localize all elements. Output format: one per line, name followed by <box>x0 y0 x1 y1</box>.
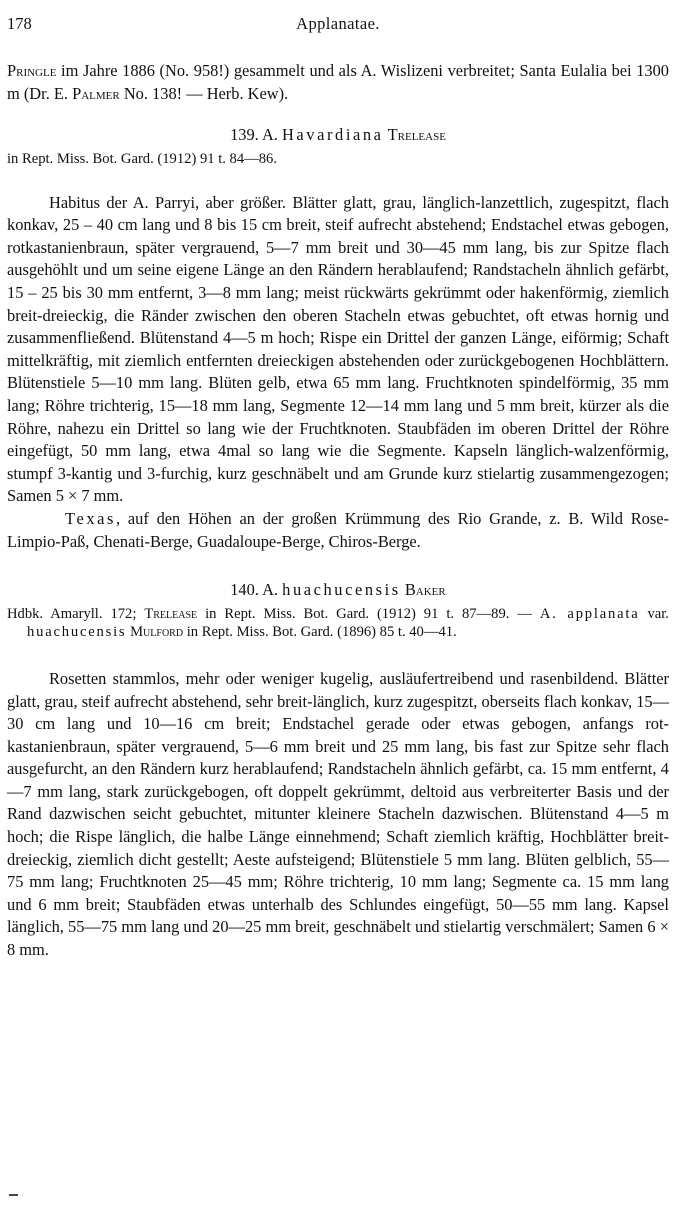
species-author: Trelease <box>387 125 446 145</box>
page-footer-mark <box>9 1194 18 1196</box>
species-author: Baker <box>404 580 446 600</box>
species-number: 140. A. <box>230 580 283 600</box>
intro-text-a: im Jahre 1886 (No. 958!) gesammelt und als A. Wislizeni verbreitet; Santa Eulalia bei 1300 m (Dr. E. <box>7 61 669 103</box>
book-page <box>7 14 669 962</box>
page-number: 178 <box>7 14 32 33</box>
ref-author: Trelease <box>144 606 198 623</box>
species-139-description: Habitus der A. Parryi, aber größer. Blätter glatt, grau, länglich-lanzettlich, zugespitzt, flach konkav, 25 – 40 cm lang und 8 bis 15 cm breit, steif aufrecht abstehend; Endstachel etwas gebogen, rotkastanienbraun, später vergrauend, 5—7 mm breit und 30—45 mm lang, bis zur Spitze flach ausgehöhlt und um seine eigene Länge an den Rändern herablaufend; Randstacheln ähnlich gefärbt, 15 – 25 bis 30 mm entfernt, 3—8 mm lang; meist rückwärts gekrümmt oder hakenförmig, ziemlich breit-dreieckig, die Ränder zwischen den oberen Stacheln etwas gebuchtet, oft etwas hornig und zusammenfließend. Blütenstand 4—5 m hoch; Rispe ein Drittel der ganzen Länge, eiförmig; Schaft mittelkräftig, mit ziemlich entfernten dreieckigen abstehenden oder zurückgebogenen Hochblättern. Blütenstiele 5—10 mm lang. Blüten gelb, etwa 65 mm lang. Fruchtknoten spindelförmig, 35 mm lang; Röhre trichterig, 15—18 mm lang, Segmente 12—14 mm lang und 5 mm breit, kürzer als die Röhre, nahezu ein Drittel so lang wie der Fruchtknoten. Staubfäden im oberen Drittel der Röhre eingefügt, 50 mm lang, etwa 4mal so lang wie die Segmente. Kapseln länglich-walzenförmig, stumpf 3-kantig und 3-furchig, kurz geschnäbelt und am Grunde kurz stielartig zusammengezogen; Samen 5 × 7 mm. <box>7 192 669 506</box>
locality-region: Texas <box>65 508 116 528</box>
ref-part: in Rept. Miss. Bot. Gard. (1896) 85 t. 40—41. <box>183 623 457 640</box>
species-140-heading <box>7 579 669 601</box>
species-139-reference: in Rept. Miss. Bot. Gard. (1912) 91 t. 84—86. <box>7 151 277 168</box>
ref-part: in Rept. Miss. Bot. Gard. (1912) 91 t. 87—89. — <box>197 606 540 623</box>
species-139-heading <box>7 124 669 146</box>
collector-name: Pringle <box>7 61 57 80</box>
species-140-description: Rosetten stammlos, mehr oder weniger kugelig, ausläufertreibend und rasenbildend. Blätter glatt, grau, steif aufrecht abstehend, sehr breit-länglich, kurz zugespitzt, oberseits flach konkav, 15—30 cm lang und 10—16 cm breit; Endstachel gerade oder etwas gebogen, anfangs rot-kastanienbraun, später vergrauend, 5—6 mm breit und 25 mm lang, bis fast zur Spitze sehr flach ausgefurcht, an den Rändern kurz herablaufend; Randstacheln ähnlich gefärbt, ca. 15 mm entfernt, 4—7 mm lang, stark zurückgebogen, oft doppelt gekrümmt, deltoid aus verbreiterter Basis und der Rand dazwischen seicht gebuchtet, mitunter kleinere Stacheln dazwischen. Blütenstand 4—5 m hoch; die Rispe länglich, die halbe Länge einnehmend; Schaft ziemlich kräftig, Hochblätter breit-dreieckig, ziemlich dicht gestellt; Aeste aufsteigend; Blütenstiele 5 mm lang. Blüten gelblich, 55—75 mm lang; Fruchtknoten 25—45 mm; Röhre trichterig, 10 mm lang; Segmente ca. 15 mm lang und 6 mm breit; Staubfäden etwas unterhalb des Schlundes eingefügt, 50—55 mm lang. Kapsel länglich, 55—75 mm lang und 20—25 mm breit, geschnäbelt und stielartig verschmälert; Samen 6 × 8 mm. <box>7 668 669 960</box>
collector-name-2: Palmer <box>72 83 120 103</box>
ref-variety: huachucensis <box>27 623 127 640</box>
ref-synonym: A. applanata <box>539 606 640 623</box>
ref-part: Hdbk. Amaryll. 172; <box>7 606 145 623</box>
species-number: 139. A. <box>230 125 282 145</box>
running-title: Applanatae. <box>296 14 380 33</box>
species-name: huachucensis <box>282 580 401 600</box>
species-139-locality <box>7 508 669 553</box>
intro-paragraph <box>7 60 669 105</box>
species-140-reference <box>7 606 669 641</box>
locality-text: , auf den Höhen an der großen Krümmung des Rio Grande, z. B. Wild Rose-Limpio-Paß, Chenati-Berge, Guadaloupe-Berge, Chiros-Berge. <box>7 508 669 551</box>
page-header <box>7 14 669 44</box>
ref-author-2: Mulford <box>130 623 184 640</box>
intro-text-b: No. 138! — Herb. Kew). <box>119 83 289 103</box>
ref-part: var. <box>639 606 669 623</box>
species-name: Havardiana <box>281 125 384 145</box>
